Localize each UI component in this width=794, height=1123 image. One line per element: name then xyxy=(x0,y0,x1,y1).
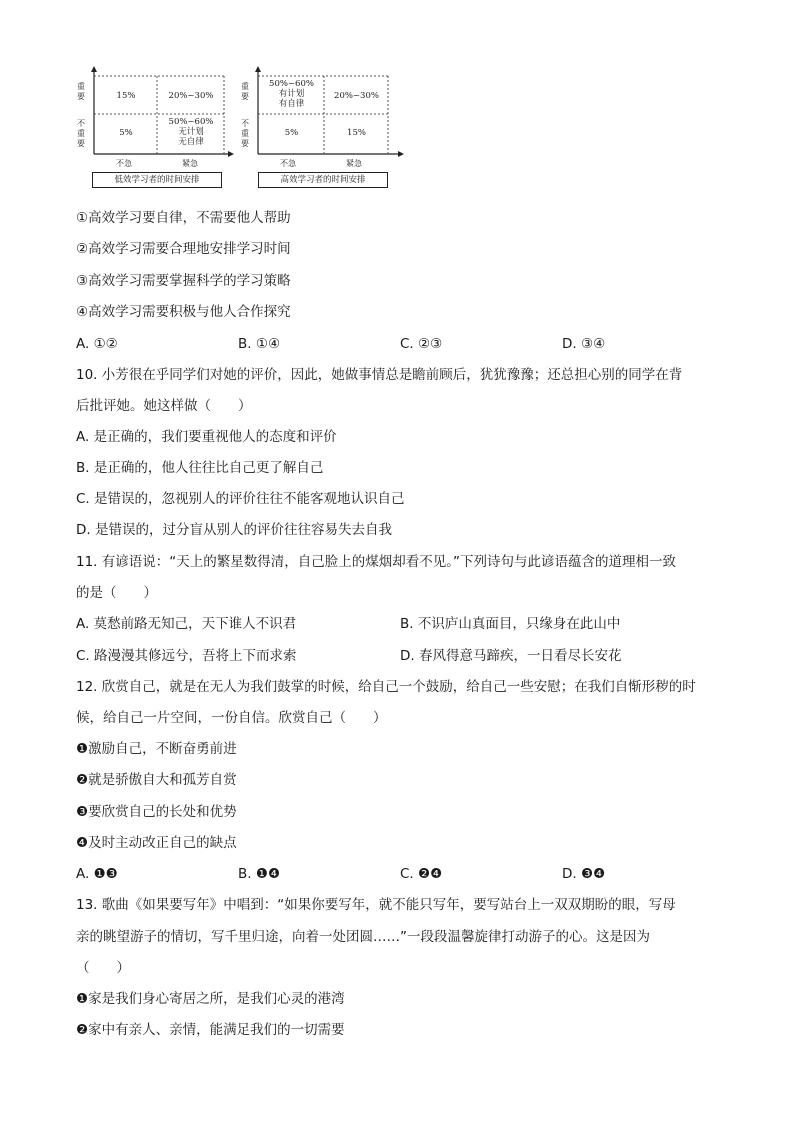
y-label-not-important: 不 重 要 xyxy=(77,119,85,148)
cell-not-important-urgent-line3: 无自律 xyxy=(178,137,204,147)
cell-important-urgent: 20%~30% xyxy=(168,91,214,101)
q12-statement-2: ❷就是骄傲自大和孤芳自赏 xyxy=(76,772,237,788)
cell-not-important-urgent-line2: 无计划 xyxy=(178,127,204,137)
q9-statement-4: ④高效学习需要积极与他人合作探究 xyxy=(76,304,291,320)
q12-statement-4: ❹及时主动改正自己的缺点 xyxy=(76,835,237,851)
q10-option-c[interactable]: C. 是错误的，忽视别人的评价往往不能客观地认识自己 xyxy=(76,491,405,507)
q9-statement-1: ①高效学习要自律，不需要他人帮助 xyxy=(76,210,291,226)
q11-option-a[interactable]: A. 莫愁前路无知己，天下谁人不识君 xyxy=(76,616,297,632)
x-label-not-urgent: 不急 xyxy=(280,159,296,168)
cell-not-important-not-urgent: 5% xyxy=(119,128,133,138)
q9-option-a[interactable]: A. ①② xyxy=(76,336,118,352)
figure-caption: 高效学习者的时间安排 xyxy=(258,172,388,188)
q9-statement-3: ③高效学习需要掌握科学的学习策略 xyxy=(76,273,291,289)
time-matrix-high-efficiency xyxy=(238,64,404,192)
q13-stem-line1: 13. 歌曲《如果要写年》中唱到：“如果你要写年，就不能只写年，要写站台上一双双期盼的眼，写母 xyxy=(76,897,676,913)
cell-important-not-urgent: 15% xyxy=(116,91,136,101)
q10-stem-line2: 后批评她。她这样做（ ） xyxy=(76,398,252,414)
x-label-urgent: 紧急 xyxy=(182,159,198,168)
q12-option-a[interactable]: A. ❶❸ xyxy=(76,866,118,882)
q12-option-d[interactable]: D. ❸❹ xyxy=(562,866,606,882)
x-label-urgent: 紧急 xyxy=(346,159,362,168)
q12-stem-line1: 12. 欣赏自己，就是在无人为我们鼓掌的时候，给自己一个鼓励，给自己一些安慰；在我们自惭形秽的时 xyxy=(76,679,696,695)
q13-statement-1: ❶家是我们身心寄居之所，是我们心灵的港湾 xyxy=(76,991,345,1007)
cell-not-important-not-urgent: 5% xyxy=(284,128,299,138)
q11-option-c[interactable]: C. 路漫漫其修远兮，吾将上下而求索 xyxy=(76,648,297,664)
q9-statement-2: ②高效学习需要合理地安排学习时间 xyxy=(76,241,291,257)
q9-option-c[interactable]: C. ②③ xyxy=(400,336,443,352)
q12-stem-line2: 候，给自己一片空间，一份自信。欣赏自己（ ） xyxy=(76,710,387,726)
q11-option-d[interactable]: D. 春风得意马蹄疾，一日看尽长安花 xyxy=(400,648,622,664)
q11-option-b[interactable]: B. 不识庐山真面目，只缘身在此山中 xyxy=(400,616,621,632)
y-label-important: 重 要 xyxy=(241,82,249,101)
q9-option-b[interactable]: B. ①④ xyxy=(238,336,281,352)
cell-not-important-urgent-line1: 50%~60% xyxy=(168,117,214,127)
cell-not-important-urgent: 15% xyxy=(347,128,366,138)
q10-stem-line1: 10. 小芳很在乎同学们对她的评价，因此，她做事情总是瞻前顾后，犹犹豫豫；还总担心别的同学在背 xyxy=(76,367,683,383)
q13-stem-line2: 亲的眺望游子的情切，写千里归途，向着一处团圆……”一段段温馨旋律打动游子的心。这是因为 xyxy=(76,929,650,945)
cell-important-not-urgent-line2: 有计划 xyxy=(278,89,305,99)
cell-important-not-urgent-line3: 有自律 xyxy=(278,99,305,109)
y-label-not-important: 不 重 要 xyxy=(241,119,249,148)
q11-stem-line2: 的是（ ） xyxy=(76,585,157,601)
cell-important-not-urgent-line1: 50%~60% xyxy=(269,79,314,89)
q9-option-d[interactable]: D. ③④ xyxy=(562,336,606,352)
q10-option-a[interactable]: A. 是正确的，我们要重视他人的态度和评价 xyxy=(76,429,337,445)
y-label-important: 重 要 xyxy=(77,82,85,101)
q12-option-b[interactable]: B. ❶❹ xyxy=(238,866,281,882)
q13-stem-line3: （ ） xyxy=(76,960,130,976)
q12-statement-3: ❸要欣赏自己的长处和优势 xyxy=(76,804,237,820)
q10-option-d[interactable]: D. 是错误的，过分盲从别人的评价往往容易失去自我 xyxy=(76,522,392,538)
x-label-not-urgent: 不急 xyxy=(116,159,132,168)
q11-stem-line1: 11. 有谚语说：“天上的繁星数得清，自己脸上的煤烟却看不见。”下列诗句与此谚语蕴含的道理相一致 xyxy=(76,554,676,570)
q10-option-b[interactable]: B. 是正确的，他人往往比自己更了解自己 xyxy=(76,460,324,476)
q12-statement-1: ❶激励自己，不断奋勇前进 xyxy=(76,741,237,757)
cell-important-urgent: 20%~30% xyxy=(334,91,379,101)
figure-caption: 低效学习者的时间安排 xyxy=(92,172,222,188)
time-matrix-low-efficiency xyxy=(74,64,234,192)
q12-option-c[interactable]: C. ❷❹ xyxy=(400,866,443,882)
q13-statement-2: ❷家中有亲人、亲情，能满足我们的一切需要 xyxy=(76,1022,345,1038)
